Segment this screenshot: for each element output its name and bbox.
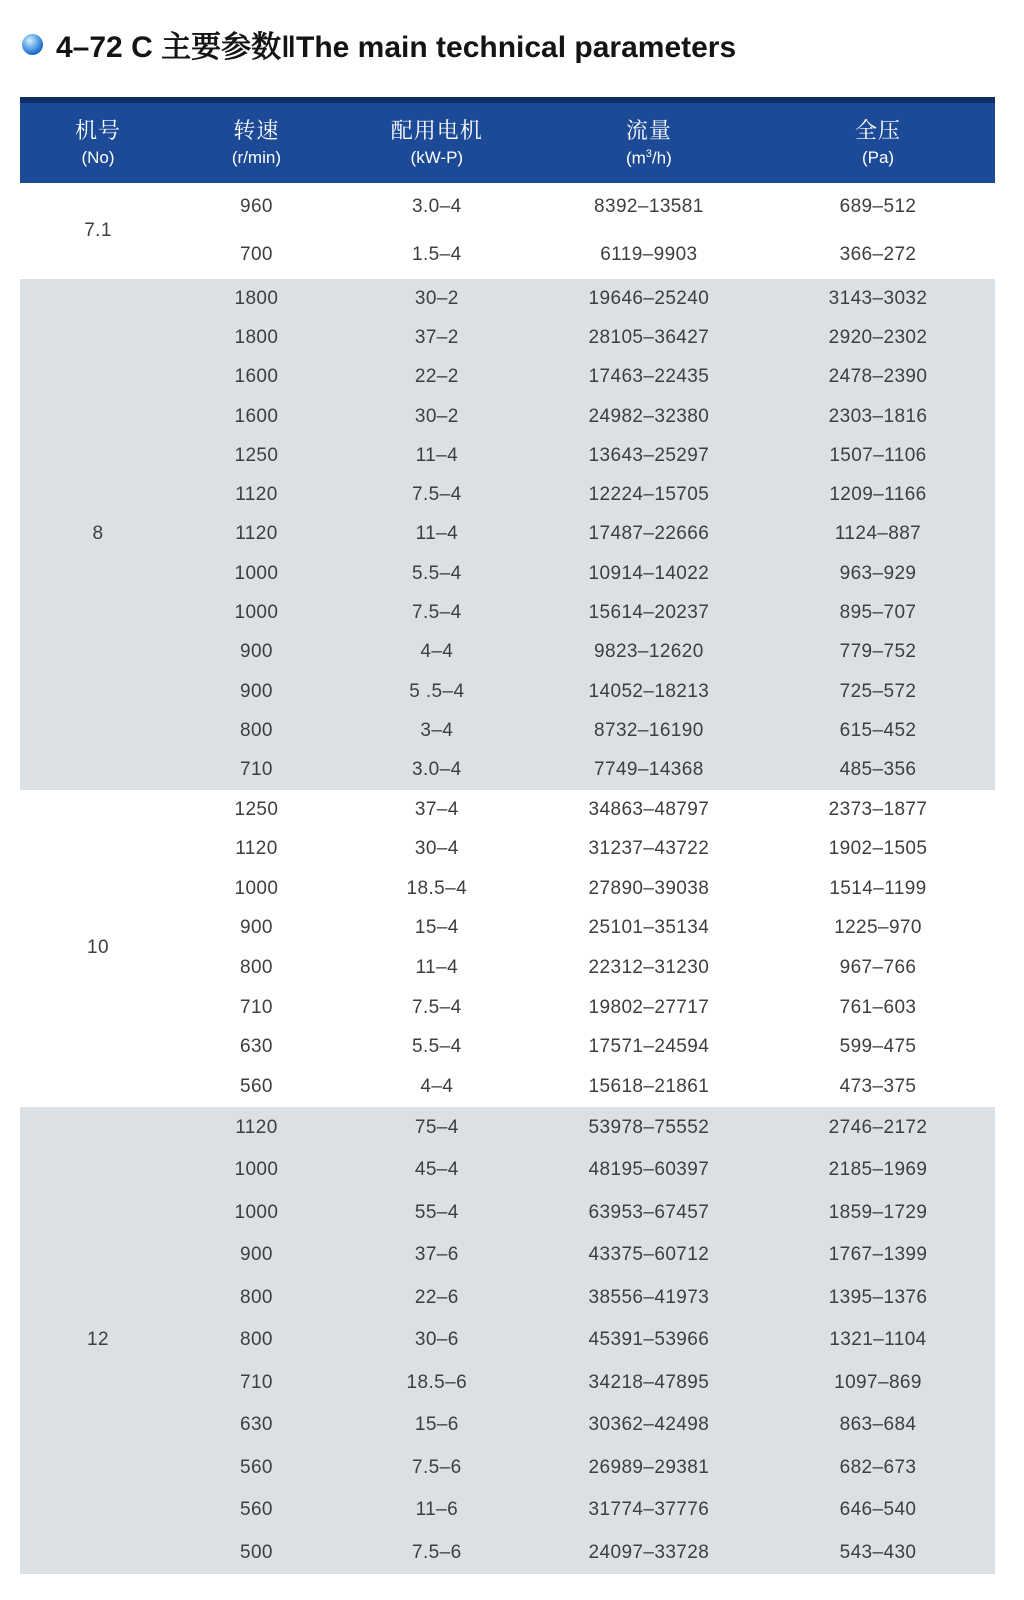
- cell-motor: 15–4: [414, 917, 459, 939]
- cell-flow: 24982–32380: [588, 405, 710, 427]
- group-10: [20, 790, 995, 1107]
- cell-speed: 1120: [235, 1116, 278, 1138]
- cell-flow: 13643–25297: [588, 444, 710, 466]
- cell-pressure: 1514–1199: [829, 877, 927, 899]
- cell-motor: 5 .5–4: [409, 680, 465, 702]
- cell-motor: 11–6: [415, 1499, 459, 1521]
- cell-motor: 11–4: [415, 523, 459, 545]
- cell-flow: 48195–60397: [588, 1159, 710, 1181]
- cell-speed: 800: [239, 1286, 273, 1308]
- cell-pressure: 2303–1816: [828, 405, 928, 427]
- cell-speed: 560: [239, 1456, 273, 1478]
- cell-speed: 900: [239, 1244, 273, 1266]
- cell-speed: 560: [239, 1499, 273, 1521]
- cell-flow: 17463–22435: [588, 366, 710, 388]
- cell-speed: 1250: [234, 798, 279, 820]
- cell-flow: 31774–37776: [588, 1499, 710, 1521]
- cell-speed: 1000: [234, 562, 279, 584]
- cell-pressure: 1395–1376: [828, 1286, 928, 1308]
- cell-pressure: 2920–2302: [828, 326, 928, 348]
- cell-pressure: 1507–1106: [829, 444, 927, 466]
- cell-motor: 22–6: [414, 1286, 459, 1308]
- cell-motor: 30–4: [414, 838, 459, 860]
- cell-flow: 34863–48797: [588, 798, 710, 820]
- col-header-flow-unit: [626, 148, 672, 168]
- col-header-pressure-zh: 全压: [854, 118, 901, 144]
- col-header-pressure-unit: (Pa): [861, 148, 895, 168]
- cell-motor: 18.5–4: [406, 877, 468, 899]
- cell-pressure: 963–929: [839, 562, 917, 584]
- cell-flow: 17487–22666: [588, 523, 710, 545]
- cell-flow: 25101–35134: [588, 917, 710, 939]
- cell-motor: 37–2: [414, 326, 459, 348]
- cell-flow: 14052–18213: [588, 680, 710, 702]
- cell-speed: 1800: [234, 326, 279, 348]
- cell-pressure: 725–572: [839, 680, 917, 702]
- cell-pressure: 863–684: [839, 1414, 917, 1436]
- cell-motor: 30–6: [414, 1329, 459, 1351]
- cell-motor: 7.5–4: [412, 996, 462, 1018]
- cell-speed: 800: [239, 1329, 273, 1351]
- cell-motor: 37–4: [414, 798, 459, 820]
- cell-motor: 4–4: [420, 641, 454, 663]
- cell-speed: 1000: [234, 1159, 279, 1181]
- cell-pressure: 599–475: [839, 1036, 917, 1058]
- cell-pressure: 646–540: [839, 1499, 917, 1521]
- cell-speed: 1000: [234, 877, 279, 899]
- col-header-pressure: [761, 103, 995, 183]
- cell-pressure: 615–452: [839, 719, 917, 741]
- group-no-label: 12: [87, 1329, 109, 1351]
- cell-pressure: 967–766: [839, 957, 917, 979]
- cell-motor: 7.5–6: [412, 1541, 462, 1563]
- group-no-label: 8: [92, 523, 104, 545]
- col-header-motor: [337, 103, 537, 183]
- cell-flow: 30362–42498: [588, 1414, 710, 1436]
- cell-speed: 900: [239, 680, 273, 702]
- cell-pressure: 2373–1877: [828, 798, 928, 820]
- col-header-motor-zh: 配用电机: [390, 118, 483, 144]
- group-7.1: [20, 183, 995, 279]
- cell-flow: 12224–15705: [588, 484, 710, 506]
- col-header-flow-zh: 流量: [625, 117, 672, 143]
- cell-motor: 4–4: [420, 1075, 454, 1097]
- cell-pressure: 2185–1969: [828, 1159, 928, 1181]
- cell-pressure: 779–752: [839, 641, 917, 663]
- cell-pressure: 1767–1399: [828, 1244, 928, 1266]
- table-body: [20, 183, 995, 1574]
- cell-flow: 34218–47895: [588, 1371, 710, 1393]
- cell-pressure: 3143–3032: [828, 287, 928, 309]
- cell-motor: 11–4: [415, 444, 459, 466]
- flow-unit-post: /h): [651, 148, 672, 168]
- col-header-speed-zh: 转速: [233, 118, 280, 144]
- flow-unit-sup: 3: [645, 148, 652, 161]
- cell-motor: 22–2: [414, 366, 459, 388]
- cell-flow: 24097–33728: [588, 1541, 710, 1563]
- col-header-no-zh: 机号: [74, 118, 121, 144]
- cell-flow: 28105–36427: [588, 326, 710, 348]
- col-header-speed-unit: (r/min): [231, 148, 281, 168]
- cell-pressure: 2478–2390: [828, 366, 928, 388]
- group-8: [20, 279, 995, 790]
- cell-pressure: 761–603: [839, 996, 917, 1018]
- cell-speed: 800: [239, 957, 273, 979]
- cell-speed: 630: [239, 1036, 273, 1058]
- cell-flow: 63953–67457: [588, 1201, 710, 1223]
- cell-pressure: 473–375: [839, 1075, 917, 1097]
- cell-motor: 7.5–4: [412, 602, 462, 624]
- cell-motor: 37–6: [414, 1244, 459, 1266]
- cell-flow: 15614–20237: [588, 602, 710, 624]
- cell-motor: 3–4: [420, 719, 454, 741]
- cell-pressure: 485–356: [839, 759, 917, 781]
- cell-motor: 1.5–4: [412, 244, 462, 265]
- cell-speed: 900: [239, 917, 273, 939]
- cell-motor: 30–2: [414, 405, 459, 427]
- cell-flow: 26989–29381: [588, 1456, 710, 1478]
- cell-speed: 800: [239, 719, 273, 741]
- cell-flow: 10914–14022: [588, 562, 710, 584]
- col-header-speed: [176, 103, 337, 183]
- col-header-no: [20, 103, 176, 183]
- cell-motor: 11–4: [415, 957, 459, 979]
- cell-motor: 18.5–6: [406, 1371, 468, 1393]
- cell-pressure: 1902–1505: [828, 838, 928, 860]
- cell-speed: 960: [239, 196, 273, 217]
- cell-motor: 3.0–4: [412, 759, 462, 781]
- cell-pressure: 895–707: [839, 602, 917, 624]
- bullet-icon: [22, 34, 43, 55]
- cell-flow: 6119–9903: [600, 244, 698, 265]
- cell-flow: 9823–12620: [594, 641, 704, 663]
- col-header-motor-unit: (kW-P): [410, 148, 464, 168]
- cell-pressure: 366–272: [839, 244, 917, 265]
- cell-flow: 19646–25240: [588, 287, 710, 309]
- cell-pressure: 2746–2172: [828, 1116, 928, 1138]
- cell-motor: 75–4: [414, 1116, 459, 1138]
- cell-pressure: 543–430: [839, 1541, 917, 1563]
- cell-motor: 7.5–4: [412, 484, 462, 506]
- cell-speed: 1250: [234, 444, 279, 466]
- cell-motor: 7.5–6: [412, 1456, 462, 1478]
- cell-pressure: 1321–1104: [829, 1329, 927, 1351]
- cell-pressure: 1124–887: [834, 523, 922, 545]
- cell-flow: 53978–75552: [588, 1116, 710, 1138]
- cell-motor: 55–4: [414, 1201, 459, 1223]
- cell-flow: 45391–53966: [588, 1329, 710, 1351]
- cell-speed: 1120: [235, 484, 278, 506]
- cell-speed: 710: [239, 996, 273, 1018]
- cell-speed: 500: [239, 1541, 273, 1563]
- cell-flow: 31237–43722: [588, 838, 710, 860]
- table-header: [20, 97, 995, 183]
- cell-flow: 7749–14368: [594, 759, 704, 781]
- cell-motor: 5.5–4: [412, 562, 462, 584]
- flow-unit-pre: (m: [625, 148, 646, 168]
- cell-speed: 700: [239, 244, 273, 265]
- cell-speed: 900: [239, 641, 273, 663]
- cell-speed: 710: [239, 759, 273, 781]
- cell-flow: 27890–39038: [588, 877, 710, 899]
- cell-flow: 43375–60712: [588, 1244, 710, 1266]
- cell-pressure: 682–673: [839, 1456, 917, 1478]
- cell-pressure: 689–512: [839, 196, 917, 217]
- cell-flow: 17571–24594: [588, 1036, 710, 1058]
- cell-motor: 5.5–4: [412, 1036, 462, 1058]
- cell-speed: 630: [239, 1414, 273, 1436]
- cell-flow: 8392–13581: [594, 196, 704, 217]
- cell-pressure: 1225–970: [834, 917, 922, 939]
- group-no-label: 7.1: [84, 220, 112, 241]
- cell-speed: 710: [239, 1371, 273, 1393]
- cell-pressure: 1859–1729: [828, 1201, 928, 1223]
- cell-speed: 560: [239, 1075, 273, 1097]
- group-12: [20, 1107, 995, 1575]
- cell-motor: 30–2: [414, 287, 459, 309]
- parameters-table: [20, 97, 995, 1574]
- cell-speed: 1800: [234, 287, 279, 309]
- cell-speed: 1600: [234, 366, 279, 388]
- cell-pressure: 1097–869: [834, 1371, 922, 1393]
- col-header-no-unit: (No): [81, 148, 115, 168]
- cell-speed: 1000: [234, 1201, 279, 1223]
- cell-pressure: 1209–1166: [829, 484, 927, 506]
- group-no-label: 10: [87, 937, 109, 959]
- cell-motor: 3.0–4: [412, 196, 462, 217]
- page-header: [22, 22, 736, 66]
- cell-speed: 1000: [234, 602, 279, 624]
- cell-motor: 15–6: [414, 1414, 459, 1436]
- cell-flow: 19802–27717: [588, 996, 710, 1018]
- cell-speed: 1600: [234, 405, 279, 427]
- cell-flow: 15618–21861: [588, 1075, 710, 1097]
- page-title: 4–72 C 主要参数‖The main technical parameters: [56, 31, 737, 64]
- cell-flow: 22312–31230: [588, 957, 710, 979]
- cell-speed: 1120: [235, 838, 278, 860]
- cell-speed: 1120: [235, 523, 278, 545]
- cell-flow: 38556–41973: [588, 1286, 710, 1308]
- col-header-flow: [537, 103, 761, 183]
- cell-flow: 8732–16190: [594, 719, 704, 741]
- cell-motor: 45–4: [414, 1159, 459, 1181]
